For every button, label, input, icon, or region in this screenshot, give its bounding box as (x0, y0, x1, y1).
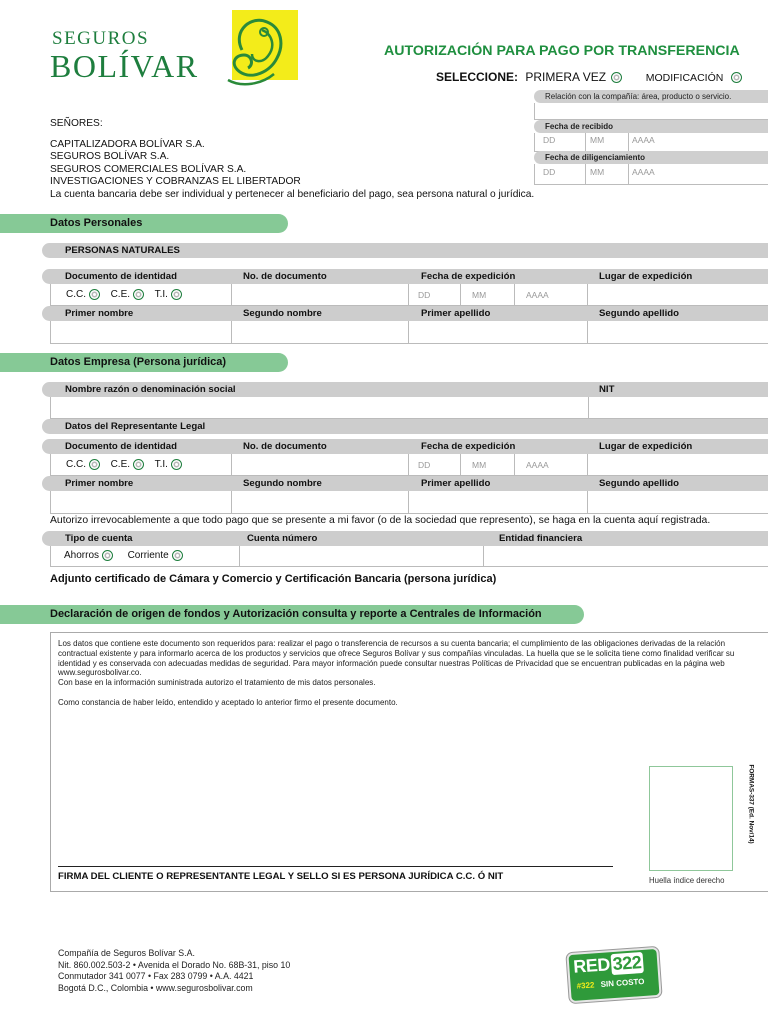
primer-nombre-label: Primer nombre (65, 478, 134, 489)
doc-type-cell (50, 284, 232, 306)
relacion-label: Relación con la compañía: área, producto o servicio. (545, 92, 732, 101)
company-line: SEGUROS BOLÍVAR S.A. (50, 151, 170, 163)
primera-vez-radio[interactable] (611, 72, 622, 83)
seleccione-label: SELECCIONE: (436, 70, 519, 84)
lugar-expedicion-label: Lugar de expedición (599, 271, 693, 282)
red-322-badge (566, 947, 661, 1003)
doc-row-rep (50, 454, 768, 476)
cuenta-row (50, 546, 768, 567)
option-primera-vez-label: PRIMERA VEZ (525, 70, 607, 84)
tipo-cuenta-cell (50, 546, 240, 567)
no-documento-input[interactable] (230, 454, 409, 476)
segundo-nombre-input[interactable] (230, 491, 409, 514)
selection-row (436, 70, 742, 84)
section-declaracion (0, 605, 584, 624)
doc-identidad-label: Documento de identidad (65, 271, 177, 282)
recibido-mm[interactable]: MM (584, 133, 629, 152)
entidad-financiera-label: Entidad financiera (499, 533, 583, 544)
diligenciamiento-dd[interactable]: DD (534, 164, 586, 185)
firma-line[interactable] (58, 866, 613, 867)
ce-radio[interactable] (133, 459, 144, 470)
segundo-nombre-input[interactable] (230, 321, 409, 344)
lugar-expedicion-label: Lugar de expedición (599, 441, 693, 452)
section-datos-personales (0, 214, 288, 233)
exp-aaaa[interactable]: AAAA (514, 454, 588, 476)
autorizo-text: Autorizo irrevocablemente a que todo pago que se presente a mi favor (o de la sociedad que represento), se haga en la cuenta aquí registrada. (50, 515, 711, 526)
relacion-input[interactable] (534, 103, 768, 120)
firma-label: FIRMA DEL CLIENTE O REPRESENTANTE LEGAL Y SELLO SI ES PERSONA JURÍDICA C.C. Ó NIT (58, 871, 504, 882)
segundo-apellido-input[interactable] (587, 491, 768, 514)
segundo-apellido-label: Segundo apellido (599, 308, 679, 319)
red-number: 322 (610, 952, 644, 975)
red-sin-costo: SIN COSTO (600, 976, 645, 989)
rep-names-row (50, 491, 768, 514)
ahorros-radio[interactable] (102, 550, 113, 561)
entidad-financiera-input[interactable] (483, 546, 768, 567)
cuenta-numero-label: Cuenta número (247, 533, 318, 544)
option-modificacion-label: MODIFICACIÓN (645, 72, 724, 84)
declaracion-text (58, 639, 743, 708)
footer-line: Conmutador 341 0077 • Fax 283 0799 • A.A. 4421 (58, 971, 254, 982)
diligenciamiento-mm[interactable]: MM (584, 164, 629, 185)
representante-bar (42, 419, 768, 434)
fecha-recibido-label: Fecha de recibido (545, 122, 614, 131)
fecha-expedicion-label: Fecha de expedición (421, 441, 516, 452)
exp-dd[interactable]: DD (408, 454, 461, 476)
footer-line: Compañía de Seguros Bolívar S.A. (58, 948, 195, 958)
senores-label: SEÑORES: (50, 118, 103, 129)
primer-nombre-input[interactable] (50, 491, 232, 514)
footer-line: Nit. 860.002.503-2 • Avenida el Dorado No. 68B-31, piso 10 (58, 959, 291, 970)
huella-label: Huella índice derecho (649, 876, 725, 885)
segundo-nombre-label: Segundo nombre (243, 308, 322, 319)
declaracion-p1: Los datos que contiene este documento son requeridos para: realizar el pago o transferencia de recursos a su cuenta bancaria; el cumplimiento de las obligaciones derivadas de la relación contractual existente y para informarlo acerca de los productos y servicios que ofrece Seguros Bolívar y sus compañías vinculadas. La huella que se le solicita tiene como finalidad verificar su identidad y es conservada con adecuadas medidas de seguridad. Para mayor información puede consultar nuestras Políticas de Privacidad que se encuentran publicadas en la página web www.segurosbolivar.co. (58, 639, 735, 678)
nit-label: NIT (599, 384, 615, 395)
cuenta-header-bar (42, 531, 768, 546)
lugar-expedicion-input[interactable] (587, 454, 768, 476)
exp-mm[interactable]: MM (460, 284, 515, 306)
company-line: SEGUROS COMERCIALES BOLÍVAR S.A. (50, 163, 247, 175)
tipo-cuenta-label: Tipo de cuenta (65, 533, 133, 544)
red-digits: #322 (576, 980, 595, 991)
names-header-bar (42, 306, 768, 321)
form-code: FORMAS-337 (Ed. Nov/14) (747, 764, 755, 844)
brand-line2: BOLÍVAR (50, 48, 199, 84)
segundo-apellido-input[interactable] (587, 321, 768, 344)
ce-label: C.E. (110, 459, 131, 471)
representante-label: Datos del Representante Legal (65, 421, 206, 432)
razon-social-bar (42, 382, 768, 397)
rep-doc-header-bar (42, 439, 768, 454)
exp-dd[interactable]: DD (408, 284, 461, 306)
exp-aaaa[interactable]: AAAA (514, 284, 588, 306)
section-title: Datos Personales (50, 217, 143, 229)
section-title: Declaración de origen de fondos y Autorización consulta y reporte a Centrales de Información (50, 608, 542, 620)
no-documento-input[interactable] (230, 284, 409, 306)
no-documento-label: No. de documento (243, 271, 327, 282)
fecha-expedicion-label: Fecha de expedición (421, 271, 516, 282)
personas-naturales-label: PERSONAS NATURALES (65, 245, 180, 256)
fecha-recibido-row (534, 133, 768, 151)
ahorros-label: Ahorros (64, 550, 100, 562)
ti-radio[interactable] (171, 289, 182, 300)
segundo-nombre-label: Segundo nombre (243, 478, 322, 489)
fecha-diligenciamiento-row (534, 164, 768, 184)
cc-radio[interactable] (89, 459, 100, 470)
ce-label: C.E. (110, 289, 131, 301)
segundo-apellido-label: Segundo apellido (599, 478, 679, 489)
huella-box[interactable] (649, 766, 733, 871)
no-documento-label: No. de documento (243, 441, 327, 452)
adjunto-text: Adjunto certificado de Cámara y Comercio y Certificación Bancaria (persona jurídica) (50, 573, 497, 585)
razon-social-label: Nombre razón o denominación social (65, 384, 236, 395)
bolivar-logo-icon (222, 10, 298, 90)
modificacion-radio[interactable] (731, 72, 742, 83)
doc-identidad-label: Documento de identidad (65, 441, 177, 452)
primer-apellido-input[interactable] (408, 491, 588, 514)
declaracion-p3: Como constancia de haber leído, entendido y aceptado lo anterior firmo el presente documento. (58, 697, 398, 707)
primer-nombre-input[interactable] (50, 321, 232, 344)
doc-type-cell (50, 454, 232, 476)
recibido-dd[interactable]: DD (534, 133, 586, 152)
company-line: CAPITALIZADORA BOLÍVAR S.A. (50, 138, 205, 150)
footer-line: Bogotá D.C., Colombia • www.segurosbolivar.com (58, 982, 253, 993)
addressee-block (50, 118, 534, 202)
corriente-label: Corriente (127, 550, 169, 562)
primer-apellido-input[interactable] (408, 321, 588, 344)
diligenciamiento-aaaa[interactable]: AAAA (624, 164, 768, 185)
recibido-aaaa[interactable]: AAAA (624, 133, 768, 152)
doc-header-bar (42, 269, 768, 284)
lugar-expedicion-input[interactable] (587, 284, 768, 306)
razon-social-input[interactable] (50, 397, 589, 419)
nit-input[interactable] (587, 397, 768, 419)
cc-label: C.C. (66, 289, 86, 301)
form-title: AUTORIZACIÓN PARA PAGO POR TRANSFERENCIA (384, 43, 740, 59)
doc-row-personal (50, 284, 768, 306)
section-title: Datos Empresa (Persona jurídica) (50, 356, 227, 368)
brand-line1: SEGUROS (52, 28, 150, 49)
fecha-diligenciamiento-label: Fecha de diligenciamiento (545, 153, 646, 162)
account-note: La cuenta bancaria debe ser individual y pertenecer al beneficiario del pago, sea persona natural o jurídica. (50, 188, 535, 200)
names-row-personal (50, 321, 768, 344)
section-datos-empresa (0, 353, 288, 372)
footer-address (58, 948, 290, 994)
cc-label: C.C. (66, 459, 86, 471)
cuenta-numero-input[interactable] (238, 546, 484, 567)
razon-social-row (50, 397, 768, 419)
rep-names-header-bar (42, 476, 768, 491)
primer-apellido-label: Primer apellido (421, 308, 491, 319)
red-text: RED (572, 954, 611, 977)
corriente-radio[interactable] (172, 550, 183, 561)
company-line: INVESTIGACIONES Y COBRANZAS EL LIBERTADOR (50, 176, 301, 188)
declaracion-p2: Con base en la información suministrada autorizo el tratamiento de mis datos personales. (58, 678, 376, 688)
ti-label: T.I. (154, 459, 168, 471)
primer-apellido-label: Primer apellido (421, 478, 491, 489)
exp-mm[interactable]: MM (460, 454, 515, 476)
cc-radio[interactable] (89, 289, 100, 300)
ti-radio[interactable] (171, 459, 182, 470)
primer-nombre-label: Primer nombre (65, 308, 134, 319)
ti-label: T.I. (154, 289, 168, 301)
personas-naturales-bar (42, 243, 768, 258)
ce-radio[interactable] (133, 289, 144, 300)
